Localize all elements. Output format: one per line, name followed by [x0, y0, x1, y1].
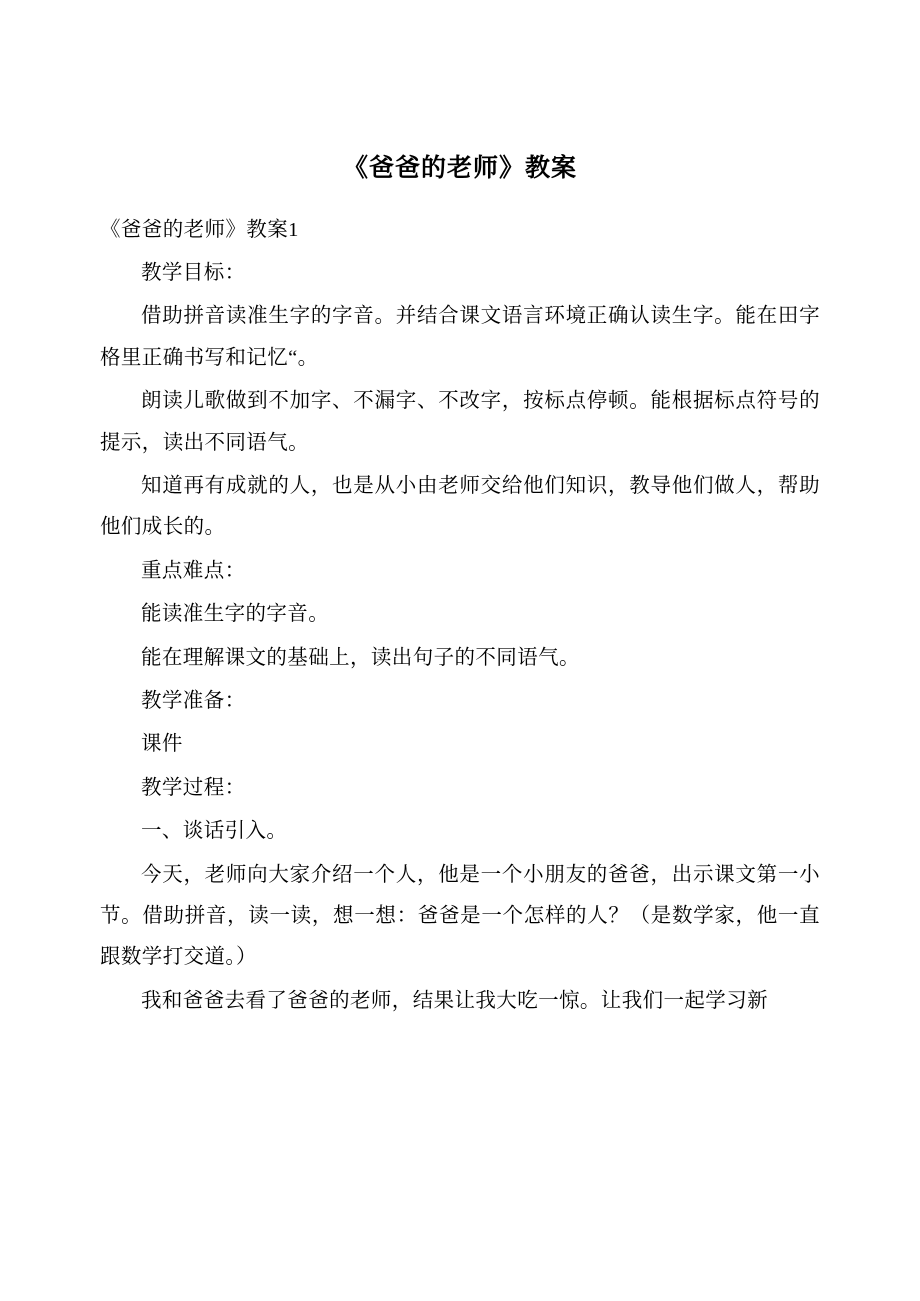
paragraph-6: 重点难点：: [141, 559, 246, 582]
paragraph-2: 教学目标：: [141, 261, 246, 284]
paragraph-13: 今天，老师向大家介绍一个人，他是一个小朋友的爸爸，出示课文第一小节。借助拼音，读一读，想一想：爸爸是一个怎样的人？（是数学家，他一直跟数学打交道。）: [100, 863, 820, 969]
paragraph-12: 一、谈话引入。: [141, 820, 288, 843]
paragraph-7: 能读准生字的字音。: [141, 603, 330, 626]
paragraph-1: 《爸爸的老师》教案1: [100, 218, 299, 241]
paragraph-8: 能在理解课文的基础上，读出句子的不同语气。: [141, 646, 580, 669]
paragraph-3: 借助拼音读准生字的字音。并结合课文语言环境正确认读生字。能在田字格里正确书写和记忆“。: [100, 305, 820, 369]
page-title: 《爸爸的老师》教案: [342, 155, 577, 182]
paragraph-9: 教学准备：: [141, 689, 246, 712]
paragraph-5: 知道再有成就的人，也是从小由老师交给他们知识，教导他们做人，帮助他们成长的。: [100, 474, 820, 539]
paragraph-14: 我和爸爸去看了爸爸的老师，结果让我大吃一惊。让我们一起学习新: [141, 989, 768, 1012]
paragraph-11: 教学过程：: [141, 776, 246, 799]
paragraph-10: 课件: [141, 733, 183, 756]
paragraph-4: 朗读儿歌做到不加字、不漏字、不改字，按标点停顿。能根据标点符号的提示，读出不同语气。: [100, 390, 820, 454]
